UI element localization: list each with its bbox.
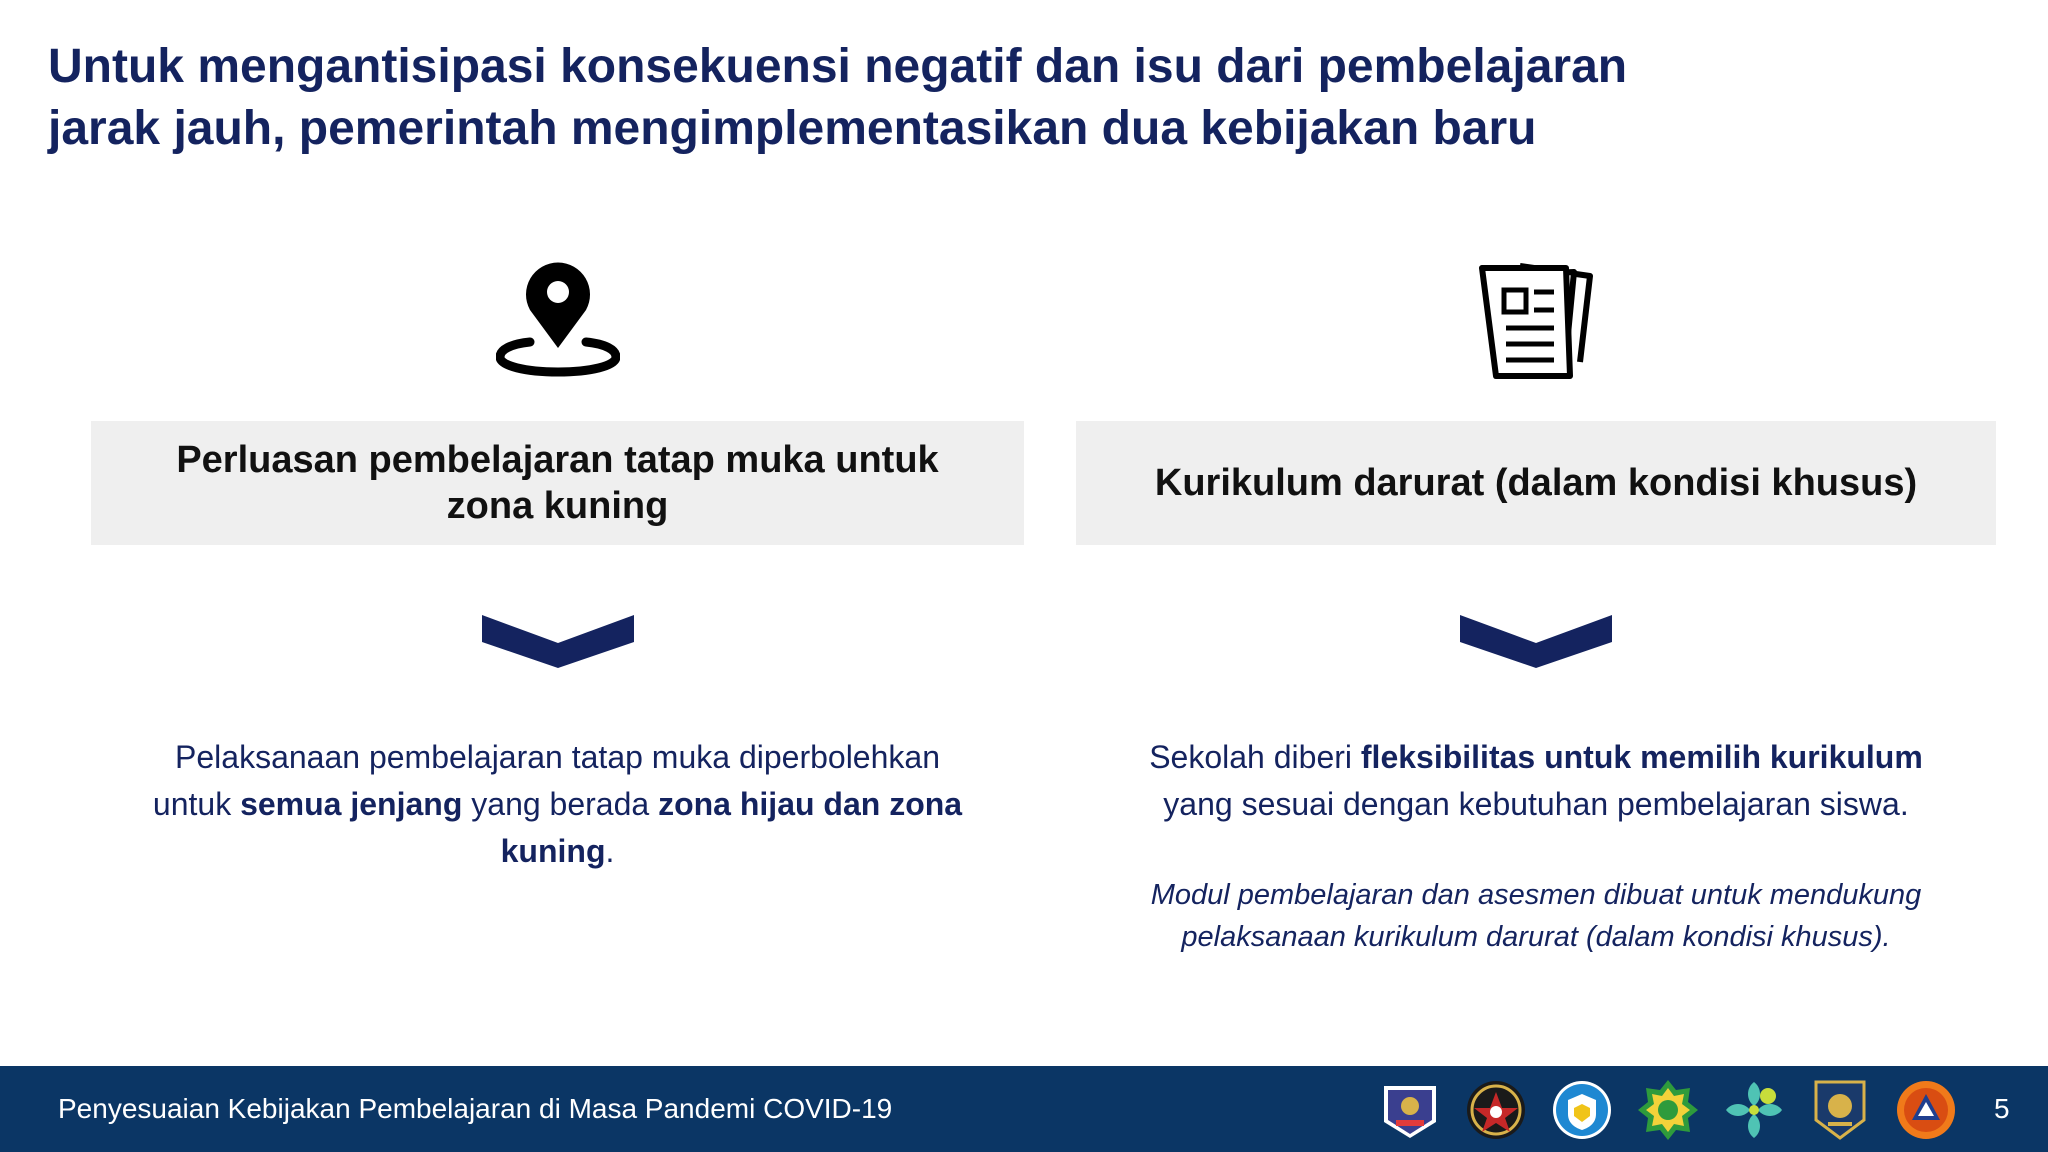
footer-bar: [0, 1066, 2048, 1152]
title-line-1: Untuk mengantisipasi konsekuensi negatif dan isu dari pembelajaran: [48, 40, 1628, 93]
policy-column-right: [1076, 0, 1996, 1060]
footer-title: Penyesuaian Kebijakan Pembelajaran di Masa Pandemi COVID-19: [58, 1093, 893, 1124]
policy-column-left: [91, 0, 1024, 1060]
title-line-2: jarak jauh, pemerintah mengimplementasikan dua kebijakan baru: [48, 102, 1537, 155]
policy-heading-left: Perluasan pembelajaran tatap muka untuk zona kuning: [176, 439, 939, 527]
emphasis-zones: zona hijau dan zona: [658, 786, 963, 822]
institution-logos: [1378, 1078, 1958, 1140]
chevron-down-icon: [1460, 612, 1612, 668]
ministry-religious-affairs-logo: [1636, 1078, 1700, 1142]
page-number: 5: [1994, 1093, 2010, 1124]
ministry-health-logo: [1722, 1078, 1786, 1142]
chevron-down-icon: [482, 612, 634, 668]
emphasis-all-levels: semua jenjang: [240, 786, 463, 822]
policy-description-left: Pelaksanaan pembelajaran tatap muka diperbolehkan untuk semua jenjang yang berada zona hijau dan zona kuning.: [152, 739, 963, 869]
policy-heading-right: Kurikulum darurat (dalam kondisi khusus): [1154, 462, 1918, 504]
documents-icon: [1474, 258, 1598, 382]
covid-task-force-logo: [1378, 1078, 1442, 1142]
location-pin-icon: [496, 258, 620, 382]
ministry-education-logo: [1550, 1078, 1614, 1142]
policy-heading-box-left: [91, 421, 1024, 545]
policy-description-right: Sekolah diberi fleksibilitas untuk memilih kurikulum yang sesuai dengan kebutuhan pembelajaran siswa.: [1149, 739, 1923, 822]
emphasis-flexibility: fleksibilitas untuk memilih kurikulum: [1360, 739, 1923, 775]
bnpb-logo: [1894, 1078, 1958, 1142]
policy-heading-box-right: [1076, 421, 1996, 545]
ministry-logo: [1808, 1078, 1872, 1142]
ministry-home-affairs-logo: [1464, 1078, 1528, 1142]
policy-note-right: Modul pembelajaran dan asesmen dibuat untuk mendukung pelaksanaan kurikulum darurat (dalam kondisi khusus).: [1150, 879, 1922, 953]
